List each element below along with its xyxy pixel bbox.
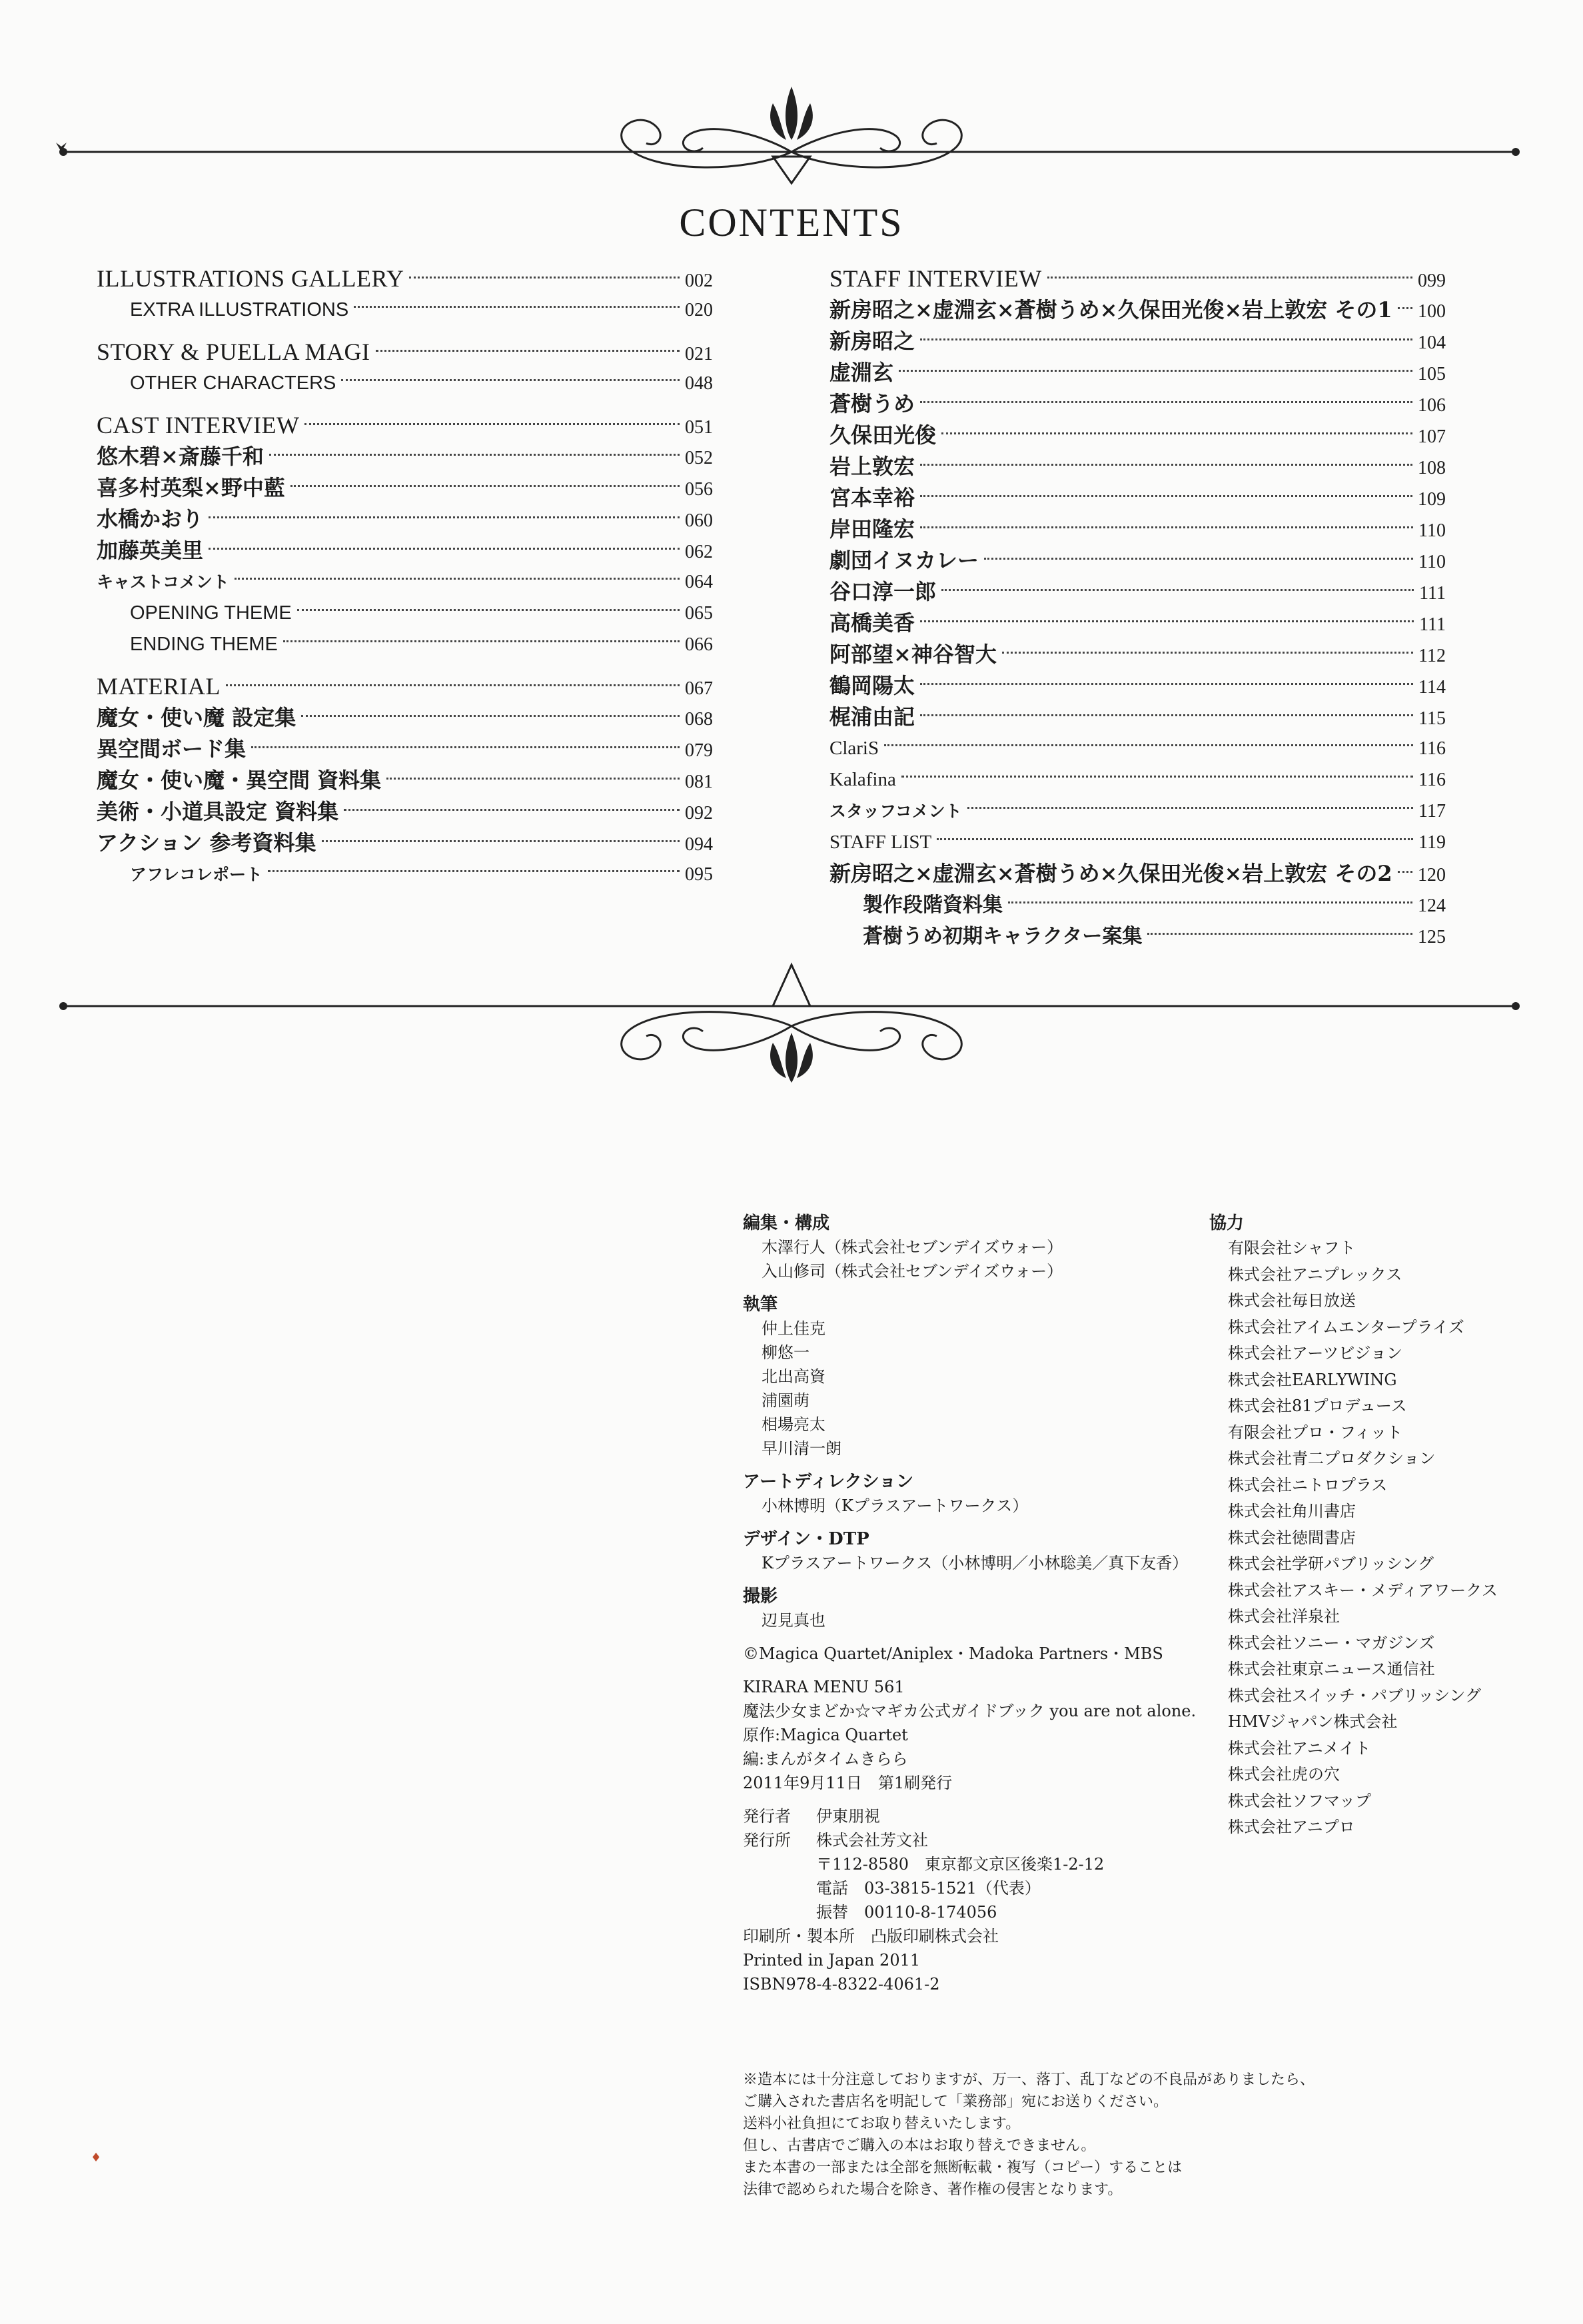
- toc-leader-dots: [209, 548, 680, 550]
- toc-entry-label: OTHER CHARACTERS: [130, 372, 336, 394]
- toc-entry: [829, 388, 1446, 420]
- toc-entry: [97, 671, 713, 702]
- toc-leader-dots: [386, 778, 680, 780]
- toc-entry: [97, 294, 713, 326]
- cooperation-item: 株式会社スイッチ・パブリッシング: [1228, 1686, 1482, 1705]
- cooperation-item: 株式会社洋泉社: [1228, 1607, 1340, 1626]
- toc-entry: [829, 576, 1446, 608]
- cooperation-list: [1209, 1235, 1542, 1841]
- publisher-info: [743, 1804, 1209, 1996]
- publisher-label: 発行者: [743, 1807, 791, 1826]
- toc-entry: [829, 294, 1446, 326]
- toc-page-number: 079: [685, 740, 713, 761]
- cooperation-item: 株式会社EARLYWING: [1228, 1370, 1397, 1389]
- toc-entry: [829, 827, 1446, 858]
- book-line: 編:まんがタイムきらら: [743, 1750, 908, 1768]
- toc-leader-dots: [344, 809, 680, 811]
- top-ornament: [0, 73, 1583, 213]
- toc-entry: [97, 828, 713, 859]
- toc-entry: [829, 545, 1446, 576]
- credit-line: Kプラスアートワークス（小林博明／小林聡美／真下友香）: [762, 1554, 1189, 1572]
- cooperation-item: 株式会社虎の穴: [1228, 1765, 1340, 1784]
- toc-leader-dots: [920, 683, 1413, 685]
- toc-page-number: 110: [1418, 520, 1446, 541]
- toc-entry-label: 久保田光俊: [829, 422, 937, 448]
- bottom-ornament: [0, 959, 1583, 1093]
- address-line: 〒112-8580 東京都文京区後楽1-2-12: [816, 1855, 1105, 1874]
- toc-entry-label: MATERIAL: [97, 673, 221, 700]
- toc-page-number: 094: [685, 834, 713, 855]
- toc-page-number: 064: [685, 572, 713, 592]
- toc-leader-dots: [1047, 277, 1412, 279]
- toc-page-number: 048: [685, 373, 713, 394]
- toc-page-number: 104: [1418, 332, 1446, 353]
- toc-entry-label: 劇団イヌカレー: [829, 548, 979, 573]
- toc-entry-label: 谷口淳一郎: [829, 579, 937, 604]
- toc-entry: [829, 639, 1446, 670]
- toc-leader-dots: [1147, 933, 1412, 935]
- toc-entry: [829, 733, 1446, 764]
- toc-page-number: 052: [685, 448, 713, 468]
- credit-design: [743, 1527, 1209, 1575]
- toc-leader-dots: [937, 838, 1413, 840]
- toc-entry: [829, 889, 1446, 921]
- toc-page-number: 116: [1418, 770, 1446, 790]
- cooperation-item: 株式会社ニトロプラス: [1228, 1475, 1388, 1494]
- toc-page-number: 108: [1418, 458, 1446, 478]
- toc-page-number: 020: [685, 300, 713, 320]
- printer-name: 凸版印刷株式会社: [871, 1927, 999, 1946]
- toc-leader-dots: [235, 578, 680, 580]
- cooperation-item: 株式会社アスキー・メディアワークス: [1228, 1580, 1498, 1600]
- toc-entry-label: 美術・小道具設定 資料集: [97, 799, 339, 824]
- toc-leader-dots: [899, 370, 1412, 372]
- toc-entry: [97, 702, 713, 734]
- toc-entry-label: 異空間ボード集: [97, 736, 247, 762]
- toc-entry: [97, 410, 713, 441]
- cooperation-item: 株式会社徳間書店: [1228, 1528, 1356, 1547]
- toc-page-number: 117: [1418, 801, 1446, 822]
- toc-page-number: 120: [1418, 865, 1446, 885]
- toc-leader-dots: [901, 776, 1413, 778]
- toc-leader-dots: [251, 746, 680, 748]
- credit-heading: デザイン・DTP: [743, 1529, 869, 1549]
- toc-entry-label: 岸田隆宏: [829, 516, 915, 542]
- book-line: 魔法少女まどか☆マギカ公式ガイドブック you are not alone.: [743, 1702, 1197, 1720]
- toc-entry-label: 新房昭之×虚淵玄×蒼樹うめ×久保田光俊×岩上敦宏 その1: [829, 297, 1392, 322]
- cooperation-item: 株式会社アニプレックス: [1228, 1265, 1402, 1284]
- toc-leader-dots: [268, 870, 680, 872]
- cooperation-item: 株式会社アニメイト: [1228, 1738, 1371, 1758]
- notes: [743, 2069, 1529, 2201]
- toc-entry: [829, 451, 1446, 482]
- toc-leader-dots: [920, 714, 1413, 716]
- cooperation-item: 株式会社アニプロ: [1228, 1818, 1355, 1836]
- toc-page-number: 111: [1419, 583, 1446, 604]
- toc-entry-label: 宮本幸裕: [829, 485, 915, 510]
- toc-leader-dots: [920, 464, 1412, 466]
- publisher-name: 伊東朋視: [816, 1807, 880, 1826]
- toc-leader-dots: [297, 609, 680, 611]
- toc-page-number: 100: [1418, 301, 1446, 322]
- address-line: 振替 00110-8-174056: [816, 1903, 997, 1922]
- book-info: [743, 1675, 1209, 1795]
- toc-entry-label: OPENING THEME: [130, 602, 292, 624]
- toc-entry-label: ClariS: [829, 738, 879, 759]
- cooperation-item: 株式会社学研パブリッシング: [1228, 1554, 1434, 1573]
- credits-right: [1209, 1211, 1542, 1841]
- toc-entry: [829, 482, 1446, 514]
- toc-entry-label: 虚淵玄: [829, 360, 894, 385]
- toc-leader-dots: [941, 589, 1414, 591]
- toc-entry-label: ILLUSTRATIONS GALLERY: [97, 265, 404, 292]
- toc-page-number: 081: [685, 772, 713, 792]
- toc-entry-label: STAFF LIST: [829, 832, 932, 853]
- toc-entry: [829, 921, 1446, 952]
- note-line: ※造本には十分注意しておりますが、万一、落丁、乱丁などの不良品がありましたら、: [743, 2071, 1315, 2088]
- toc-page-number: 095: [685, 864, 713, 885]
- page-title: CONTENTS: [679, 201, 904, 245]
- office-row: [743, 1828, 1209, 1852]
- cooperation-item: 有限会社プロ・フィット: [1228, 1423, 1403, 1442]
- toc-page-number: 115: [1418, 708, 1446, 729]
- toc-entry-label: キャストコメント: [97, 572, 230, 592]
- book-line: 原作:Magica Quartet: [743, 1726, 908, 1744]
- toc-leader-dots: [409, 277, 680, 279]
- credit-heading: 協力: [1209, 1213, 1245, 1233]
- toc-entry-label: 新房昭之: [829, 328, 915, 354]
- toc-entry: [97, 336, 713, 368]
- toc-entry-label: 阿部望×神谷智大: [829, 642, 997, 667]
- toc-entry-label: 蒼樹うめ: [829, 391, 915, 416]
- printer-row: [743, 1924, 1209, 1948]
- toc-page-number: 021: [685, 344, 713, 364]
- credit-heading: 編集・構成: [743, 1213, 830, 1233]
- toc-leader-dots: [884, 744, 1413, 746]
- toc-page-number: 068: [685, 709, 713, 730]
- publisher-row: [743, 1804, 1209, 1828]
- office-label: 発行所: [743, 1831, 791, 1850]
- toc-page-number: 092: [685, 803, 713, 824]
- toc-page-number: 065: [685, 603, 713, 624]
- printed-in: Printed in Japan 2011: [743, 1951, 921, 1970]
- toc-page-number: 051: [685, 417, 713, 438]
- cooperation-item: 株式会社ソニー・マガジンズ: [1228, 1633, 1435, 1652]
- toc-entry: [97, 734, 713, 765]
- toc-page-number: 125: [1418, 927, 1446, 947]
- toc-leader-dots: [341, 379, 680, 381]
- book-line: 2011年9月11日 第1刷発行: [743, 1774, 953, 1792]
- toc-page-number: 109: [1418, 489, 1446, 510]
- toc-entry-label: 高橋美香: [829, 610, 915, 636]
- credit-line: 相場亮太: [762, 1415, 825, 1434]
- toc-entry-label: 岩上敦宏: [829, 454, 915, 479]
- cooperation-item: 株式会社ソフマップ: [1228, 1791, 1372, 1810]
- toc-entry: [97, 472, 713, 504]
- toc-entry: [97, 598, 713, 629]
- credits-left: [743, 1211, 1209, 2006]
- cooperation-item: 有限会社シャフト: [1228, 1239, 1356, 1257]
- toc-entry: [97, 535, 713, 566]
- toc-entry: [829, 608, 1446, 639]
- toc-leader-dots: [967, 807, 1413, 809]
- toc-leader-dots: [920, 401, 1412, 403]
- note-line: また本書の一部または全部を無断転載・複写（コピー）することは: [743, 2159, 1183, 2176]
- cooperation-item: 株式会社毎日放送: [1228, 1291, 1356, 1310]
- toc-page-number: 107: [1418, 426, 1446, 447]
- toc-entry-label: 魔女・使い魔 設定集: [97, 705, 296, 730]
- credit-heading: 撮影: [743, 1586, 778, 1606]
- toc-entry: [97, 441, 713, 472]
- toc-entry: [829, 514, 1446, 545]
- toc-entry: [97, 263, 713, 294]
- toc-entry-label: 水橋かおり: [97, 506, 204, 532]
- toc-leader-dots: [1398, 871, 1412, 873]
- toc-leader-dots: [1002, 652, 1413, 654]
- toc-entry: [829, 263, 1446, 294]
- toc-page-number: 110: [1418, 552, 1446, 572]
- note-line: 法律で認められた場合を除き、著作権の侵害となります。: [743, 2181, 1123, 2198]
- toc-entry: [829, 420, 1446, 451]
- toc-leader-dots: [984, 558, 1413, 560]
- credit-heading: 執筆: [743, 1295, 778, 1315]
- cooperation-item: 株式会社角川書店: [1228, 1502, 1356, 1520]
- toc-entry: [829, 796, 1446, 827]
- toc-leader-dots: [226, 684, 680, 686]
- toc-leader-dots: [269, 454, 680, 456]
- toc-entry-label: スタッフコメント: [829, 802, 962, 821]
- credit-art: [743, 1470, 1209, 1518]
- toc-entry-label: 魔女・使い魔・異空間 資料集: [97, 768, 382, 793]
- toc-page-number: 056: [685, 479, 713, 500]
- toc-leader-dots: [354, 306, 680, 308]
- toc-right-column: [829, 263, 1446, 952]
- toc-entry: [97, 765, 713, 796]
- toc-page-number: 106: [1418, 395, 1446, 416]
- cooperation-item: 株式会社アーツビジョン: [1228, 1344, 1402, 1363]
- toc-entry: [97, 566, 713, 598]
- toc-entry: [829, 357, 1446, 388]
- toc-leader-dots: [1398, 307, 1412, 309]
- toc-leader-dots: [920, 495, 1412, 497]
- toc-page-number: 002: [685, 271, 713, 291]
- toc-entry: [829, 670, 1446, 702]
- toc-entry-label: 鶴岡陽太: [829, 673, 915, 698]
- toc-leader-dots: [290, 485, 680, 487]
- toc-entry-label: Kalafina: [829, 769, 896, 790]
- toc-page-number: 105: [1418, 364, 1446, 384]
- toc-entry-label: 梶浦由記: [829, 704, 915, 730]
- toc-entry-label: 蒼樹うめ初期キャラクター案集: [863, 925, 1143, 948]
- toc-page-number: 111: [1419, 614, 1446, 635]
- toc-page-number: 119: [1418, 832, 1446, 853]
- toc-entry-label: 新房昭之×虚淵玄×蒼樹うめ×久保田光俊×岩上敦宏 その2: [829, 861, 1392, 886]
- cooperation-item: 株式会社青二プロダクション: [1228, 1449, 1436, 1468]
- printer-label: 印刷所・製本所: [743, 1927, 855, 1946]
- toc-leader-dots: [304, 423, 680, 425]
- copyright: ©Magica Quartet/Aniplex・Madoka Partners・MBS: [743, 1644, 1163, 1663]
- credit-line: 入山修司（株式会社セブンデイズウォー）: [762, 1262, 1063, 1281]
- credit-write: [743, 1293, 1209, 1460]
- toc-leader-dots: [941, 432, 1412, 434]
- toc-leader-dots: [920, 338, 1412, 340]
- toc-entry: [97, 859, 713, 890]
- book-line: KIRARA MENU 561: [743, 1678, 905, 1696]
- credit-line: 北出高資: [762, 1367, 825, 1386]
- toc-leader-dots: [283, 640, 680, 642]
- toc-page-number: 066: [685, 634, 713, 655]
- toc-page-number: 099: [1418, 271, 1446, 291]
- cooperation-item: 株式会社81プロデュース: [1228, 1397, 1407, 1415]
- credit-edit: [743, 1211, 1209, 1283]
- toc-page-number: 112: [1418, 646, 1446, 666]
- toc-entry: [97, 629, 713, 660]
- toc-entry-label: アフレコレポート: [130, 865, 263, 884]
- toc-page-number: 060: [685, 510, 713, 531]
- toc-entry: [829, 858, 1446, 889]
- toc-entry-label: ENDING THEME: [130, 634, 278, 655]
- toc-page-number: 114: [1418, 677, 1446, 698]
- note-line: 送料小社負担にてお取り替えいたします。: [743, 2115, 1021, 2132]
- toc-page-number: 062: [685, 542, 713, 562]
- toc-entry: [829, 764, 1446, 796]
- note-line: ご購入された書店名を明記して「業務部」宛にお送りください。: [743, 2093, 1169, 2110]
- toc-entry: [829, 702, 1446, 733]
- cooperation-item: 株式会社アイムエンタープライズ: [1228, 1317, 1464, 1337]
- toc-entry-label: CAST INTERVIEW: [97, 412, 300, 438]
- toc-leader-dots: [322, 840, 680, 842]
- toc-entry-label: STORY & PUELLA MAGI: [97, 338, 370, 365]
- toc-leader-dots: [301, 715, 680, 717]
- toc-entry-label: アクション 参考資料集: [97, 830, 316, 856]
- toc-entry-label: EXTRA ILLUSTRATIONS: [130, 299, 349, 320]
- office-name: 株式会社芳文社: [816, 1831, 928, 1850]
- credit-heading: アートディレクション: [743, 1472, 914, 1492]
- toc-leader-dots: [209, 516, 680, 518]
- cooperation-item: HMVジャパン株式会社: [1228, 1712, 1398, 1731]
- credit-line: 仲上佳克: [762, 1319, 825, 1338]
- ink-speck-icon: ♦: [91, 2151, 102, 2165]
- credit-line: 小林博明（Kプラスアートワークス）: [762, 1496, 1029, 1515]
- toc-leader-dots: [1008, 901, 1412, 903]
- toc-leader-dots: [376, 350, 680, 352]
- toc-entry-label: STAFF INTERVIEW: [829, 265, 1042, 292]
- toc-leader-dots: [920, 620, 1414, 622]
- toc-entry-label: 製作段階資料集: [863, 893, 1003, 917]
- toc-page-number: 116: [1418, 738, 1446, 759]
- isbn: ISBN978-4-8322-4061-2: [743, 1975, 940, 1994]
- cooperation-item: 株式会社東京ニュース通信社: [1228, 1660, 1435, 1678]
- toc-page-number: 124: [1418, 895, 1446, 916]
- credit-line: 浦園萌: [762, 1391, 809, 1410]
- credit-line: 辺見真也: [762, 1611, 825, 1630]
- credit-photo: [743, 1584, 1209, 1632]
- note-line: 但し、古書店でご購入の本はお取り替えできません。: [743, 2137, 1096, 2154]
- toc-entry: [97, 368, 713, 399]
- toc-page-number: 067: [685, 678, 713, 699]
- toc-entry-label: 悠木碧×斎藤千和: [97, 444, 264, 469]
- credit-line: 木澤行人（株式会社セブンデイズウォー）: [762, 1238, 1063, 1257]
- toc-entry: [97, 504, 713, 535]
- toc-left-column: [97, 263, 713, 890]
- toc-leader-dots: [920, 526, 1413, 528]
- credit-line: 柳悠一: [762, 1343, 809, 1362]
- toc-entry-label: 喜多村英梨×野中藍: [97, 475, 285, 500]
- toc-entry: [97, 796, 713, 828]
- address-line: 電話 03-3815-1521（代表）: [816, 1879, 1041, 1898]
- credit-line: 早川清一朗: [762, 1439, 841, 1458]
- toc-entry: [829, 326, 1446, 357]
- toc-entry-label: 加藤英美里: [97, 538, 204, 563]
